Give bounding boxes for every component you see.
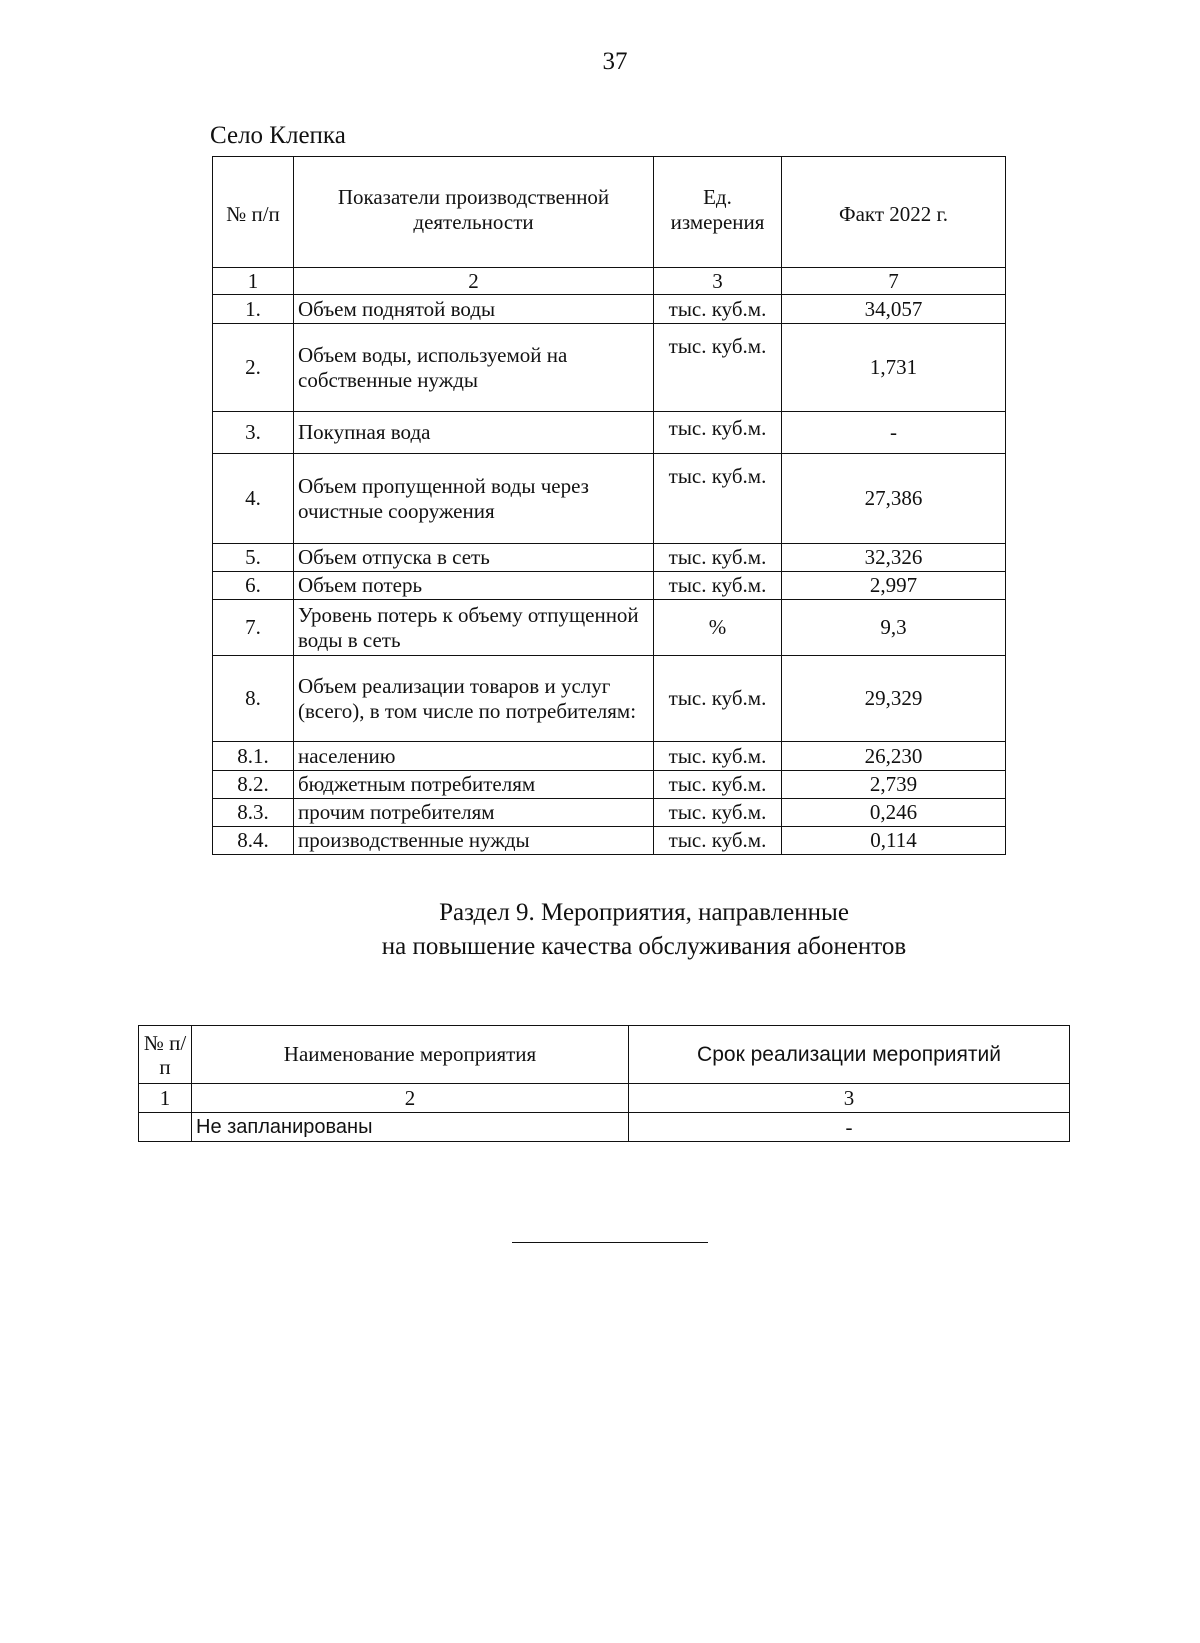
table1-column-numbers — [213, 268, 1006, 295]
row-unit: тыс. куб.м. — [654, 324, 782, 412]
row-indicator: Объем пропущенной воды через очистные сооружения — [294, 454, 654, 544]
row-num: 8. — [213, 656, 294, 742]
row-unit: тыс. куб.м. — [654, 799, 782, 827]
row-value: 2,997 — [782, 572, 1006, 600]
row-num: 3. — [213, 412, 294, 454]
col-number-2: 2 — [192, 1084, 629, 1113]
row-unit: тыс. куб.м. — [654, 544, 782, 572]
col-number-3: 3 — [629, 1084, 1070, 1113]
row-num: 2. — [213, 324, 294, 412]
row-value: 2,739 — [782, 771, 1006, 799]
row-indicator: населению — [294, 742, 654, 771]
settlement-caption: Село Клепка — [210, 122, 346, 149]
row-unit: тыс. куб.м. — [654, 742, 782, 771]
row-num: 6. — [213, 572, 294, 600]
production-indicators-table — [212, 156, 1006, 855]
table-row — [213, 295, 1006, 324]
row-indicator: производственные нужды — [294, 827, 654, 855]
table-row — [213, 544, 1006, 572]
row-unit: тыс. куб.м. — [654, 295, 782, 324]
col-number-1: 1 — [139, 1084, 192, 1113]
measures-table — [138, 1025, 1070, 1142]
header-num: № п/п — [139, 1026, 192, 1084]
col-number-2: 2 — [294, 268, 654, 295]
row-unit: % — [654, 600, 782, 656]
page-number: 37 — [602, 48, 628, 75]
header-fact: Факт 2022 г. — [782, 157, 1006, 268]
section-heading-line2: на повышение качества обслуживания абонентов — [381, 933, 907, 960]
row-indicator: бюджетным потребителям — [294, 771, 654, 799]
table-row — [213, 827, 1006, 855]
table-row — [213, 412, 1006, 454]
row-num: 8.3. — [213, 799, 294, 827]
table-row — [139, 1113, 1070, 1142]
header-unit: Ед. измерения — [654, 157, 782, 268]
closing-rule — [512, 1242, 708, 1243]
header-name: Наименование мероприятия — [192, 1026, 629, 1084]
row-indicator: Объем поднятой воды — [294, 295, 654, 324]
row-term: - — [629, 1113, 1070, 1142]
section-heading — [0, 896, 1200, 964]
row-num: 5. — [213, 544, 294, 572]
table1-header-row — [213, 157, 1006, 268]
row-value: - — [782, 412, 1006, 454]
row-num: 7. — [213, 600, 294, 656]
table-row — [213, 600, 1006, 656]
header-indicator: Показатели производственной деятельности — [294, 157, 654, 268]
row-unit: тыс. куб.м. — [654, 827, 782, 855]
row-indicator: прочим потребителям — [294, 799, 654, 827]
row-unit: тыс. куб.м. — [654, 454, 782, 544]
row-value: 9,3 — [782, 600, 1006, 656]
row-indicator: Объем отпуска в сеть — [294, 544, 654, 572]
row-unit: тыс. куб.м. — [654, 656, 782, 742]
row-indicator: Объем потерь — [294, 572, 654, 600]
row-num: 8.1. — [213, 742, 294, 771]
table2-header-row — [139, 1026, 1070, 1084]
row-value: 32,326 — [782, 544, 1006, 572]
row-value: 27,386 — [782, 454, 1006, 544]
table-row — [213, 742, 1006, 771]
row-num: 8.2. — [213, 771, 294, 799]
table-row — [213, 324, 1006, 412]
row-indicator: Объем реализации товаров и услуг (всего), в том числе по потребителям: — [294, 656, 654, 742]
row-unit: тыс. куб.м. — [654, 572, 782, 600]
row-num: 8.4. — [213, 827, 294, 855]
row-num — [139, 1113, 192, 1142]
row-value: 1,731 — [782, 324, 1006, 412]
row-unit: тыс. куб.м. — [654, 771, 782, 799]
row-indicator: Уровень потерь к объему отпущенной воды в сеть — [294, 600, 654, 656]
row-value: 26,230 — [782, 742, 1006, 771]
table-row — [213, 572, 1006, 600]
row-value: 34,057 — [782, 295, 1006, 324]
row-indicator: Объем воды, используемой на собственные нужды — [294, 324, 654, 412]
section-heading-line1: Раздел 9. Мероприятия, направленные — [439, 899, 849, 926]
row-num: 1. — [213, 295, 294, 324]
row-name: Не запланированы — [192, 1113, 629, 1142]
header-term: Срок реализации мероприятий — [629, 1026, 1070, 1084]
table-row — [213, 454, 1006, 544]
col-number-3: 3 — [654, 268, 782, 295]
row-unit: тыс. куб.м. — [654, 412, 782, 454]
row-value: 0,114 — [782, 827, 1006, 855]
col-number-1: 1 — [213, 268, 294, 295]
row-value: 0,246 — [782, 799, 1006, 827]
col-number-7: 7 — [782, 268, 1006, 295]
row-value: 29,329 — [782, 656, 1006, 742]
header-num: № п/п — [213, 157, 294, 268]
table-row — [213, 799, 1006, 827]
row-indicator: Покупная вода — [294, 412, 654, 454]
row-num: 4. — [213, 454, 294, 544]
table2-column-numbers — [139, 1084, 1070, 1113]
table-row — [213, 656, 1006, 742]
table-row — [213, 771, 1006, 799]
